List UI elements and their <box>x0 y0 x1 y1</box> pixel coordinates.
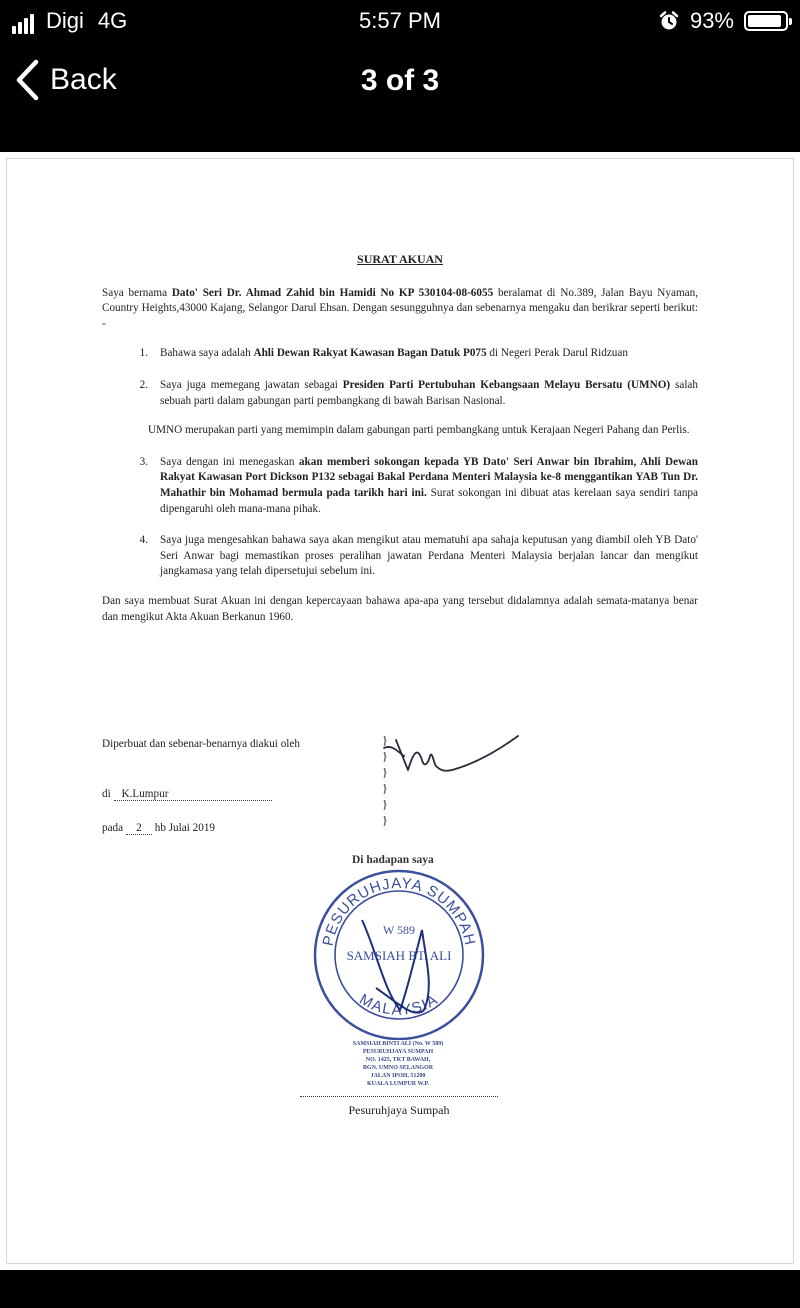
seal-name: SAMSIAH BT. ALI <box>346 948 452 963</box>
document-title: SURAT AKUAN <box>357 252 443 266</box>
brace: } <box>382 781 388 795</box>
signature-line <box>300 1096 498 1097</box>
battery-percent: 93% <box>689 8 734 33</box>
list-item <box>102 346 698 362</box>
intro-text-1: Saya bernama <box>102 286 172 299</box>
signature-mark <box>378 730 528 786</box>
list-item <box>102 455 698 517</box>
intro-name: Dato' Seri Dr. Ahmad Zahid bin Hamidi No KP 530104-08-6055 <box>171 286 494 299</box>
item-text <box>160 455 698 517</box>
stamp-line: KUALA LUMPUR W.P. <box>366 1081 430 1087</box>
item-text-part: Bahawa saya adalah <box>160 347 254 360</box>
brace: } <box>382 749 388 763</box>
battery-cap <box>789 18 792 25</box>
status-time: 5:57 PM <box>359 8 441 33</box>
seal-bottom-text: MALAYSIA <box>356 990 442 1019</box>
item-text-part: Saya dengan ini menegaskan <box>160 455 299 468</box>
network-type: 4G <box>97 8 128 33</box>
item-text <box>160 533 698 580</box>
stamp-line: JALAN IPOH, 51200 <box>370 1073 426 1079</box>
declared-by-label: Diperbuat dan sebenar-benarnya diakui oleh <box>102 738 300 750</box>
item-bold-part: akan memberi sokongan kepada YB Dato' Seri Anwar bin Ibrahim, Ahli Dewan Rakyat Kawasan Port Dickson P132 sebagai Bakal Perdana Menteri Malaysia ke-8 menggantikan YAB Tun Dr. Mahathir bin Mohamad bermula pada tarikh hari ini. <box>160 455 698 499</box>
status-right <box>658 8 788 34</box>
document-page[interactable] <box>0 152 800 1270</box>
date-prefix: pada <box>102 822 124 834</box>
item-2-subparagraph: UMNO merupakan parti yang memimpin dalam gabungan parti pembangkang untuk Kerajaan Negeri Pahang dan Perlis. <box>148 424 690 437</box>
battery-icon <box>744 11 788 31</box>
stamp-line: PESURUHJAYA SUMPAH <box>362 1049 434 1055</box>
place-line <box>102 788 272 801</box>
item-text-part: salah sebuah parti dalam gabungan parti pembangkang di bawah Barisan Nasional. <box>160 378 698 407</box>
before-me-label: Di hadapan saya <box>352 854 434 866</box>
document-body <box>102 252 698 625</box>
back-label: Back <box>50 63 117 96</box>
stamp-line: SAMSIAH BINTI ALI (No. W 589) <box>352 1041 444 1047</box>
brace: } <box>382 813 388 827</box>
item-bold-part: Presiden Parti Pertubuhan Kebangsaan Melayu Bersatu (UMNO) <box>342 378 671 391</box>
date-day: 2 <box>126 822 152 835</box>
brace: } <box>382 765 388 779</box>
nav-bar <box>0 44 800 152</box>
stamp-line: BGN. UMNO SELANGOR <box>362 1065 434 1071</box>
battery-fill <box>748 15 781 27</box>
closing-paragraph: Dan saya membuat Surat Akuan ini dengan kepercayaan bahawa apa-apa yang tersebut didalamnya adalah semata-matanya benar dan mengikut Akta Akuan Berkanun 1960. <box>102 594 698 623</box>
item-text <box>160 346 698 362</box>
place-prefix: di <box>102 788 111 800</box>
seal-top-text: PESURUHJAYA SUMPAH <box>319 874 479 948</box>
date-line <box>102 822 215 835</box>
intro-paragraph <box>102 286 698 333</box>
item-text-part: Saya juga memegang jawatan sebagai <box>160 378 343 391</box>
intro-text-2: beralamat di No.389, Jalan Bayu Nyaman, Country Heights,43000 Kajang, Selangor Darul Ehsan. Dengan sesungguhnya dan sebenarnya mengaku dan berikrar seperti berikut: - <box>102 286 698 330</box>
stamp-line: NO. 1425, TKT BAWAH, <box>365 1057 431 1063</box>
alarm-icon <box>658 10 680 32</box>
page-counter-title: 3 of 3 <box>360 64 440 97</box>
item-text-part: Surat sokongan ini dibuat atas kerelaan saya sendiri tanpa dipengaruhi oleh mana-mana pihak. <box>160 486 698 515</box>
brace: } <box>382 797 388 811</box>
status-bar <box>0 0 800 44</box>
item-bold-part: Ahli Dewan Rakyat Kawasan Bagan Datuk P075 <box>253 347 487 360</box>
commissioner-label: Pesuruhjaya Sumpah <box>348 1103 450 1117</box>
list-item <box>102 378 698 409</box>
item-number: 1. <box>139 347 148 360</box>
item-text-part: di Negeri Perak Darul Ridzuan <box>486 347 628 360</box>
item-number: 2. <box>139 378 148 391</box>
brace: } <box>382 733 388 747</box>
item-number: 4. <box>139 534 148 547</box>
item-text <box>160 378 698 409</box>
item-text-part: Saya juga mengesahkan bahawa saya akan mengikut atau mematuhi apa sahaja keputusan yang diambil oleh YB Dato' Seri Anwar bagi memastikan proses peralihan jawatan Perdana Menteri Malaysia berjalan lancar dan mengikut jangkamasa yang telah dipersetujui sebelum ini. <box>160 534 698 578</box>
place-value: K.Lumpur <box>114 788 272 801</box>
date-suffix: hb Julai 2019 <box>154 822 216 834</box>
carrier-name: Digi <box>46 8 84 33</box>
item-number: 3. <box>139 455 148 468</box>
seal-number: W 589 <box>382 923 416 937</box>
list-item <box>102 533 698 580</box>
commissioner-seal <box>304 860 494 1040</box>
commissioner-address-stamp <box>318 1040 478 1088</box>
